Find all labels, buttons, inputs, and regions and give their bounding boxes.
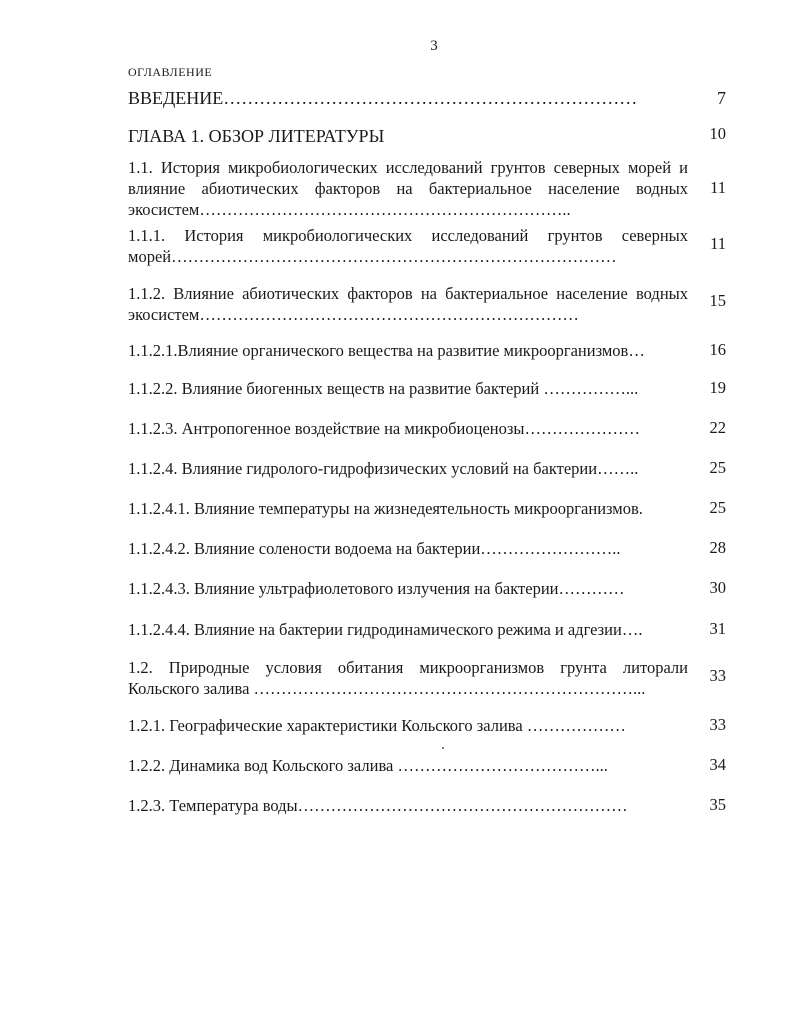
toc-entry-page: 10 bbox=[709, 124, 726, 143]
toc-entry-text: 1.1.1. История микробиологических исследований грунтов северных морей……………………………………………………………………… bbox=[128, 226, 688, 266]
toc-entry-page: 33 bbox=[709, 666, 726, 685]
toc-entry-page: 11 bbox=[710, 234, 726, 253]
toc-entry-text: 1.1.2.4.1. Влияние температуры на жизнедеятельность микроорганизмов. bbox=[128, 499, 643, 518]
toc-entry-1-2-2[interactable] bbox=[128, 755, 688, 776]
toc-entry-text: 1.1.2.4.4. Влияние на бактерии гидродинамического режима и адгезии…. bbox=[128, 620, 643, 639]
toc-entry-1-1-2-4-1[interactable] bbox=[128, 498, 688, 519]
toc-entry-text: 1.2.1. Географические характеристики Кольского залива ……………… bbox=[128, 716, 626, 735]
toc-entry-page: 19 bbox=[709, 378, 726, 397]
toc-entry-chapter-1[interactable] bbox=[128, 126, 688, 147]
toc-entry-page: 16 bbox=[709, 340, 726, 359]
toc-entry-page: 7 bbox=[717, 88, 726, 108]
toc-entry-text: ВВЕДЕНИЕ…………………………………………………………… bbox=[128, 88, 638, 108]
toc-entry-page: 31 bbox=[709, 619, 726, 638]
toc-entry-1-1-2-1[interactable] bbox=[128, 340, 688, 361]
toc-entry-text: 1.1. История микробиологических исследований грунтов северных морей и влияние абиотических факторов на бактериальное население водных экосистем………………………………………………………….. bbox=[128, 158, 688, 219]
toc-entry-text: 1.2.3. Температура воды…………………………………………………… bbox=[128, 796, 628, 815]
toc-entry-page: 15 bbox=[709, 291, 726, 310]
toc-entry-text: 1.1.2. Влияние абиотических факторов на бактериальное население водных экосистем…………………………………………………………… bbox=[128, 284, 688, 324]
scan-speck bbox=[442, 747, 444, 749]
toc-entry-introduction[interactable] bbox=[128, 88, 688, 109]
toc-entry-page: 28 bbox=[709, 538, 726, 557]
toc-entry-page: 33 bbox=[709, 715, 726, 734]
toc-entry-page: 30 bbox=[709, 578, 726, 597]
toc-entry-text: 1.2.2. Динамика вод Кольского залива ………………………………... bbox=[128, 756, 608, 775]
toc-heading: ОГЛАВЛЕНИЕ bbox=[128, 65, 213, 79]
toc-entry-text: 1.1.2.4.3. Влияние ультрафиолетового излучения на бактерии………… bbox=[128, 579, 625, 598]
toc-entry-page: 34 bbox=[709, 755, 726, 774]
toc-entry-text: 1.1.2.2. Влияние биогенных веществ на развитие бактерий ……………... bbox=[128, 379, 639, 398]
toc-entry-1-1[interactable] bbox=[128, 157, 688, 220]
toc-entry-page: 25 bbox=[709, 498, 726, 517]
toc-entry-text: 1.1.2.1.Влияние органического вещества на развитие микроорганизмов… bbox=[128, 341, 645, 360]
toc-entry-text: 1.1.2.4. Влияние гидролого-гидрофизических условий на бактерии…….. bbox=[128, 459, 639, 478]
toc-entry-1-1-2-4[interactable] bbox=[128, 458, 688, 479]
toc-entry-1-1-2-4-3[interactable] bbox=[128, 578, 688, 599]
toc-entry-text: 1.2. Природные условия обитания микроорганизмов грунта литорали Кольского залива ……………………………………………………………... bbox=[128, 658, 688, 698]
toc-entry-1-1-1[interactable] bbox=[128, 225, 688, 267]
page-number: 3 bbox=[430, 38, 438, 54]
toc-entry-page: 11 bbox=[710, 178, 726, 197]
toc-entry-text: 1.1.2.3. Антропогенное воздействие на микробиоценозы………………… bbox=[128, 419, 640, 438]
toc-entry-1-2-1[interactable] bbox=[128, 715, 688, 736]
toc-entry-page: 22 bbox=[709, 418, 726, 437]
toc-entry-1-1-2-2[interactable] bbox=[128, 378, 688, 399]
toc-entry-page: 35 bbox=[709, 795, 726, 814]
toc-entry-1-1-2-3[interactable] bbox=[128, 418, 688, 439]
toc-entry-1-1-2-4-4[interactable] bbox=[128, 619, 688, 640]
toc-entry-1-1-2[interactable] bbox=[128, 283, 688, 325]
toc-entry-1-2-3[interactable] bbox=[128, 795, 688, 816]
toc-entry-text: 1.1.2.4.2. Влияние солености водоема на бактерии…………………….. bbox=[128, 539, 621, 558]
toc-entry-text: ГЛАВА 1. ОБЗОР ЛИТЕРАТУРЫ bbox=[128, 126, 385, 146]
toc-entry-1-2[interactable] bbox=[128, 657, 688, 699]
toc-entry-1-1-2-4-2[interactable] bbox=[128, 538, 688, 559]
toc-entry-page: 25 bbox=[709, 458, 726, 477]
